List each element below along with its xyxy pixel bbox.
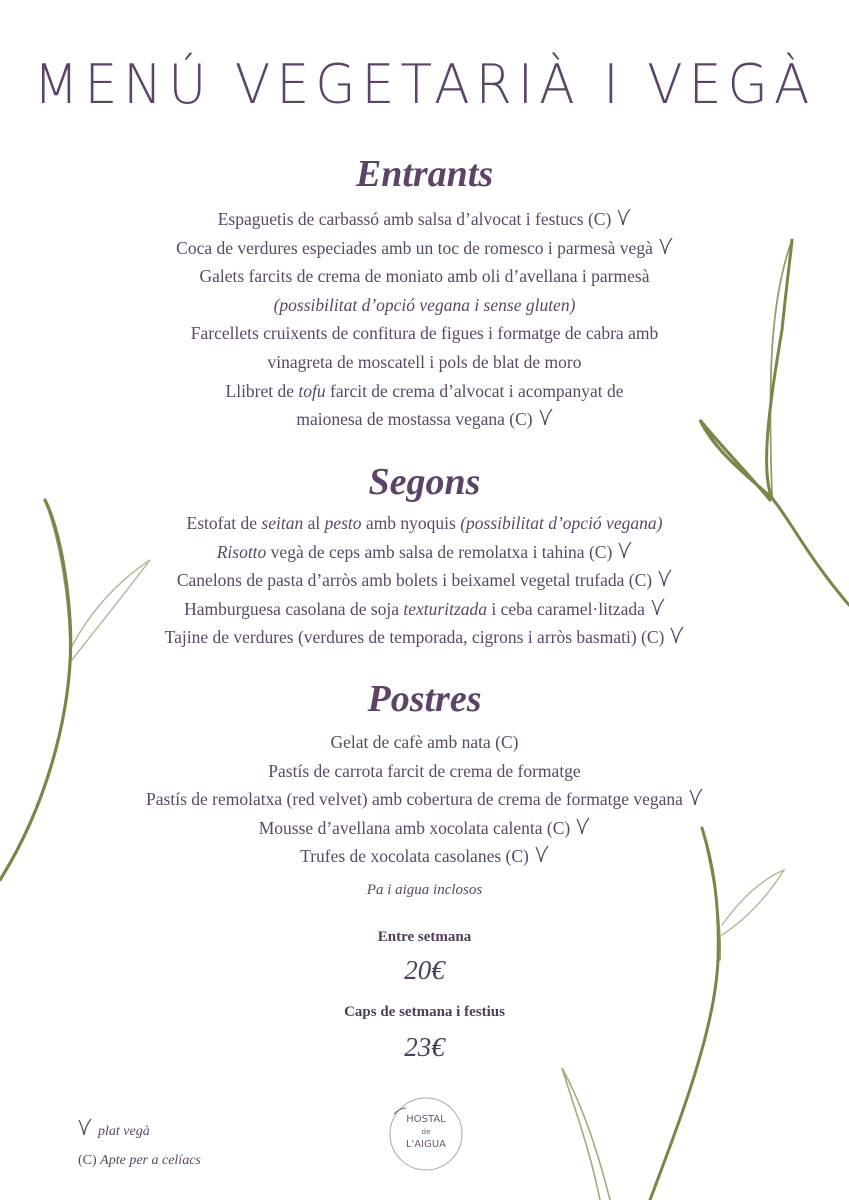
vegan-leaf-icon [539, 408, 553, 426]
list-item: Estofat de seitan al pesto amb nyoquis (possibilitat d’opció vegana) [186, 513, 663, 533]
vegan-leaf-icon [659, 237, 673, 255]
vegan-leaf-icon [670, 626, 684, 644]
list-item: Trufes de xocolata casolanes (C) [0, 842, 849, 871]
list-item: Pastís de carrota farcit de crema de formatge [268, 760, 581, 781]
vegan-leaf-icon [576, 817, 590, 835]
list-item: Mousse d’avellana amb xocolata calenta (C) [0, 814, 849, 843]
vegan-leaf-icon [78, 1118, 92, 1136]
weekend-label: Caps de setmana i festius [344, 1004, 505, 1020]
weekday-label: Entre setmana [377, 929, 472, 945]
vegan-leaf-icon [535, 845, 549, 863]
list-item: Farcellets cruixents de confitura de figues i formatge de cabra amb [190, 323, 659, 344]
list-item: Pastís de remolatxa (red velvet) amb cobertura de crema de formatge vegana [0, 785, 849, 814]
legend-vegan: plat vegà [78, 1118, 150, 1140]
vegan-leaf-icon [617, 208, 631, 226]
list-item: Llibret de tofu farcit de crema d’alvocat i acompanyat de [225, 380, 624, 401]
logo-line-2: de [421, 1128, 431, 1136]
list-item: Coca de verdures especiades amb un toc de romesco i parmesà vegà [0, 234, 849, 263]
list-item: Canelons de pasta d’arròs amb bolets i beixamel vegetal trufada (C) [0, 566, 849, 595]
list-item: Gelat de cafè amb nata (C) [330, 732, 519, 752]
list-item: Hamburguesa casolana de soja texturitzada i ceba caramel·litzada [0, 595, 849, 624]
list-item: Espaguetis de carbassó amb salsa d’alvocat i festucs (C) [0, 205, 849, 234]
section-title-postres: Postres [367, 678, 482, 720]
vegan-leaf-icon [618, 541, 632, 559]
postres-list [0, 728, 849, 871]
list-item: (possibilitat d’opció vegana i sense gluten) [273, 294, 576, 315]
list-item: vinagreta de moscatell i pols de blat de moro [267, 351, 582, 372]
menu-title: MENÚ VEGETARIÀ I VEGÀ [33, 53, 816, 117]
logo-line-3: L'AIGUA [405, 1139, 447, 1150]
entrants-list [0, 205, 849, 434]
list-item: Galets farcits de crema de moniato amb oli d’avellana i parmesà [199, 266, 650, 287]
weekend-price: 23€ [404, 1032, 445, 1062]
list-item: Tajine de verdures (verdures de temporada, cigrons i arròs basmati) (C) [0, 623, 849, 652]
legend-celiac: (C) Apte per a celíacs [78, 1153, 201, 1168]
section-title-entrants: Entrants [355, 153, 494, 195]
vegan-leaf-icon [658, 569, 672, 587]
bread-water-note: Pa i aigua inclosos [366, 882, 483, 898]
list-item: maionesa de mostassa vegana (C) [0, 405, 849, 434]
list-item: Risotto vegà de ceps amb salsa de remolatxa i tahina (C) [0, 538, 849, 567]
segons-list [0, 509, 849, 652]
section-title-segons: Segons [368, 461, 481, 503]
logo-line-1: HOSTAL [406, 1114, 446, 1125]
hostal-logo [386, 1094, 466, 1174]
vegan-leaf-icon [689, 788, 703, 806]
vegan-leaf-icon [651, 598, 665, 616]
weekday-price: 20€ [404, 955, 445, 985]
